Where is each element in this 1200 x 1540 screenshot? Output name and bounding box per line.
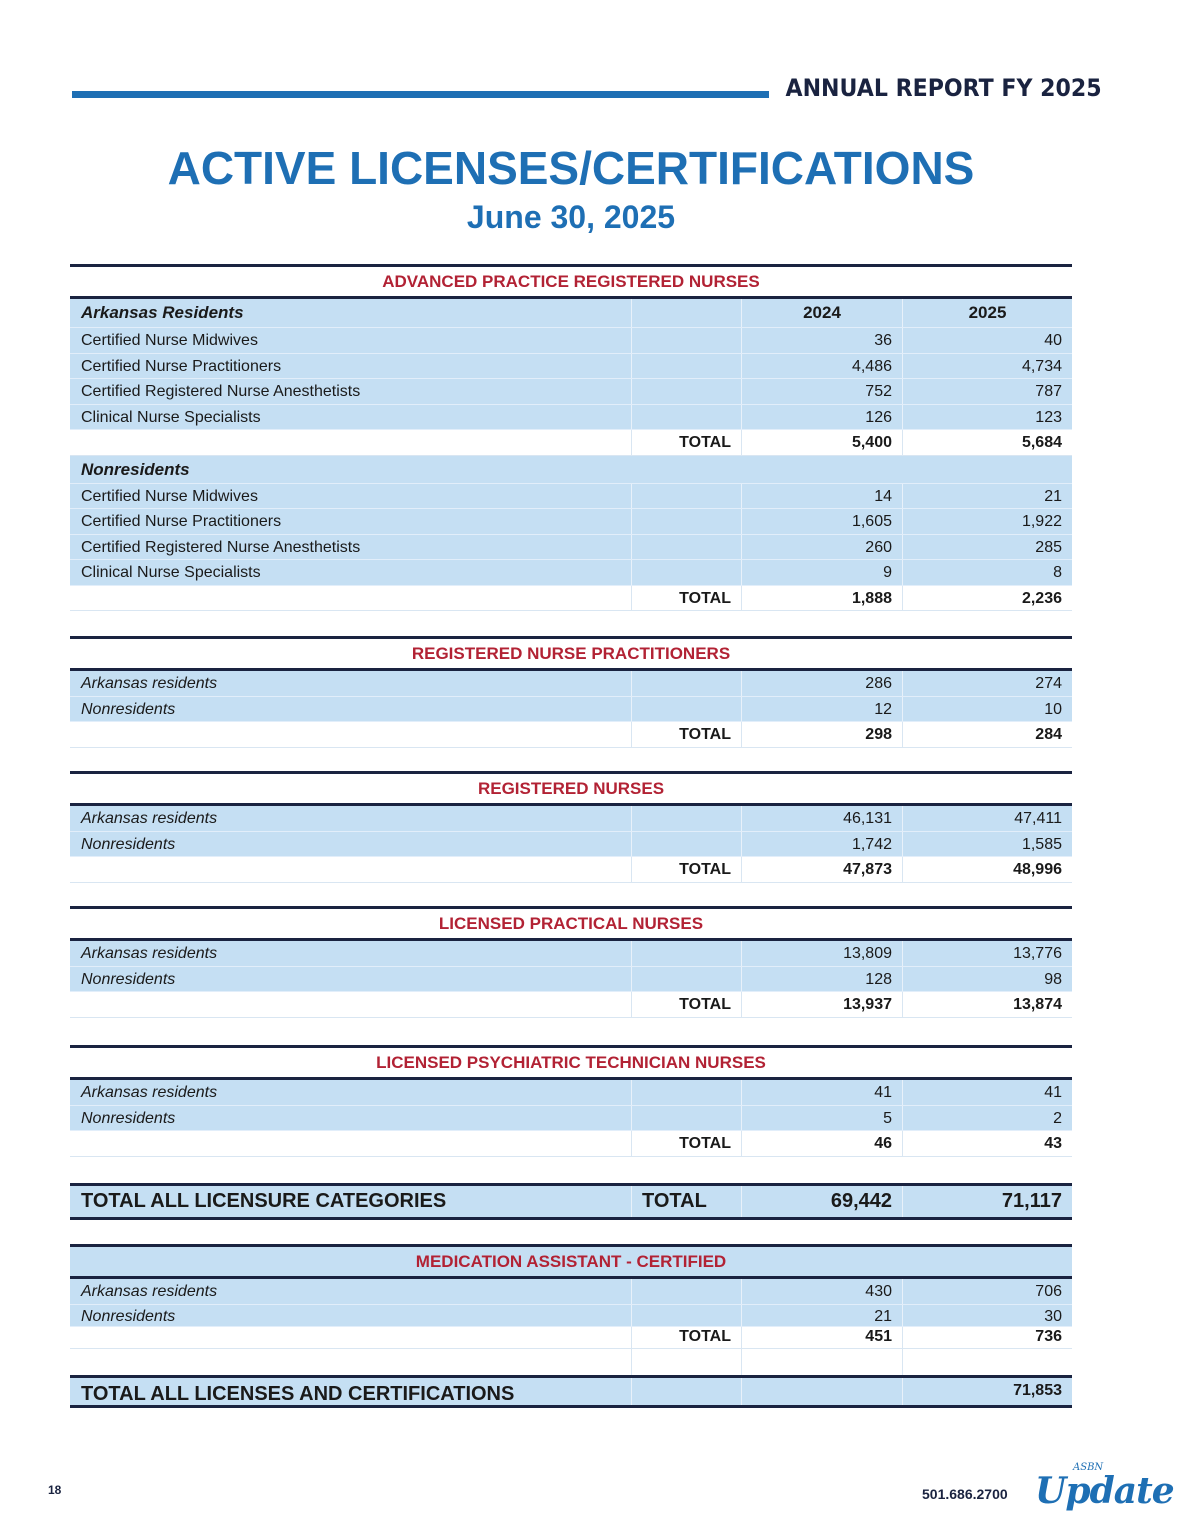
spacer-cell — [631, 697, 741, 722]
table-row — [70, 484, 1072, 510]
table-row — [70, 354, 1072, 380]
value-2024: 9 — [741, 560, 902, 585]
total-row — [70, 1327, 1072, 1349]
spacer-cell — [70, 586, 631, 611]
table-row — [70, 832, 1072, 858]
spacer-cell — [70, 1327, 631, 1348]
empty-row — [70, 1349, 1072, 1377]
total-2024: 47,873 — [741, 857, 902, 882]
spacer-cell — [631, 560, 741, 585]
total-row — [70, 857, 1072, 883]
spacer-cell — [70, 1131, 631, 1156]
value-2024: 126 — [741, 405, 902, 430]
total-row — [70, 722, 1072, 748]
value-2025: 10 — [902, 697, 1072, 722]
total-2025: 43 — [902, 1131, 1072, 1156]
total-row — [70, 992, 1072, 1018]
table-row — [70, 1080, 1072, 1106]
row-label: Arkansas residents — [81, 1283, 218, 1300]
section-heading: MEDICATION ASSISTANT - CERTIFIED — [70, 1244, 1072, 1279]
page-number: 18 — [48, 1483, 62, 1497]
total-licensure-label: TOTAL ALL LICENSURE CATEGORIES — [81, 1190, 447, 1212]
row-label: Certified Registered Nurse Anesthetists — [81, 538, 361, 556]
ma-section — [70, 1244, 1072, 1377]
value-2024: 4,486 — [741, 354, 902, 379]
value-2025: 21 — [902, 484, 1072, 509]
row-label: Nonresidents — [81, 835, 176, 853]
total-2024: 13,937 — [741, 992, 902, 1017]
total-2024: 1,888 — [741, 586, 902, 611]
value-2024: 12 — [741, 697, 902, 722]
total-label: TOTAL — [631, 586, 741, 611]
value-2025: 47,411 — [902, 806, 1072, 831]
rn-section — [70, 771, 1072, 883]
spacer-cell — [631, 299, 741, 327]
spacer-cell — [741, 1378, 902, 1405]
value-2025: 8 — [902, 560, 1072, 585]
spacer-cell — [902, 1349, 1072, 1376]
total-label: TOTAL — [631, 857, 741, 882]
spacer-cell — [631, 456, 741, 483]
spacer-cell — [631, 1349, 741, 1376]
spacer-cell — [631, 405, 741, 430]
row-label: Certified Registered Nurse Anesthetists — [81, 383, 361, 400]
value-2025: 40 — [902, 328, 1072, 353]
value-2025: 274 — [902, 671, 1072, 696]
section-heading: REGISTERED NURSE PRACTITIONERS — [70, 636, 1072, 671]
group-label: Nonresidents — [81, 459, 190, 479]
logo-small-text: ASBN — [1073, 1462, 1104, 1473]
table-row — [70, 328, 1072, 354]
table-row — [70, 1279, 1072, 1305]
spacer-cell — [741, 456, 902, 483]
spacer-cell — [631, 671, 741, 696]
total-2025: 48,996 — [902, 857, 1072, 882]
group-label: Arkansas Residents — [81, 303, 244, 322]
total-licensure-row — [70, 1183, 1072, 1220]
nonresidents-header-row — [70, 456, 1072, 484]
spacer-cell — [741, 1349, 902, 1376]
spacer-cell — [631, 832, 741, 857]
table-row — [70, 379, 1072, 405]
spacer-cell — [631, 354, 741, 379]
row-label: Arkansas residents — [81, 675, 218, 692]
table-row — [70, 535, 1072, 561]
total-2025: 2,236 — [902, 586, 1072, 611]
row-label: Nonresidents — [81, 970, 176, 988]
year-header: 2024 — [741, 299, 902, 327]
spacer-cell — [631, 484, 741, 509]
value-2025: 1,585 — [902, 832, 1072, 857]
page-subtitle: June 30, 2025 — [466, 199, 676, 235]
row-label: Certified Nurse Midwives — [81, 487, 258, 505]
grand-total-2025: 71,853 — [902, 1378, 1072, 1405]
row-label: Certified Nurse Practitioners — [81, 357, 282, 375]
total-2025: 13,874 — [902, 992, 1072, 1017]
spacer-cell — [70, 430, 631, 455]
table-row — [70, 509, 1072, 535]
section-heading: ADVANCED PRACTICE REGISTERED NURSES — [70, 264, 1072, 299]
value-2024: 1,605 — [741, 509, 902, 534]
total-2025: 284 — [902, 722, 1072, 747]
total-licensure-2024: 69,442 — [741, 1186, 902, 1217]
value-2025: 30 — [902, 1305, 1072, 1326]
spacer-cell — [631, 1080, 741, 1105]
value-2025: 2 — [902, 1106, 1072, 1131]
spacer-cell — [902, 456, 1072, 483]
row-label: Nonresidents — [81, 1109, 176, 1127]
row-label: Arkansas residents — [81, 945, 218, 962]
total-label: TOTAL — [631, 1327, 741, 1348]
spacer-cell — [631, 379, 741, 404]
spacer-cell — [631, 509, 741, 534]
header-rule — [72, 91, 769, 98]
row-label: Nonresidents — [81, 700, 176, 718]
total-licensure-2025: 71,117 — [902, 1186, 1072, 1217]
table-row — [70, 941, 1072, 967]
value-2025: 706 — [902, 1279, 1072, 1304]
table-row — [70, 560, 1072, 586]
value-2025: 787 — [902, 379, 1072, 404]
total-row — [70, 1131, 1072, 1157]
value-2024: 430 — [741, 1279, 902, 1304]
row-label: Certified Nurse Practitioners — [81, 513, 282, 530]
spacer-cell — [631, 1378, 741, 1405]
value-2025: 123 — [902, 405, 1072, 430]
total-2024: 451 — [741, 1327, 902, 1348]
spacer-cell — [631, 1106, 741, 1131]
total-2025: 736 — [902, 1327, 1072, 1348]
spacer-cell — [631, 1305, 741, 1326]
phone-number: 501.686.2700 — [922, 1486, 1008, 1502]
value-2024: 5 — [741, 1106, 902, 1131]
row-label: Clinical Nurse Specialists — [81, 408, 261, 426]
spacer-cell — [631, 941, 741, 966]
report-label: ANNUAL REPORT FY 2025 — [785, 74, 1102, 102]
section-heading: REGISTERED NURSES — [70, 771, 1072, 806]
total-word: TOTAL — [631, 1186, 741, 1217]
total-row — [70, 586, 1072, 612]
table-row — [70, 967, 1072, 993]
spacer-cell — [631, 806, 741, 831]
spacer-cell — [70, 1349, 631, 1376]
residents-header-row — [70, 299, 1072, 328]
spacer-cell — [631, 1279, 741, 1304]
lpn-section — [70, 906, 1072, 1018]
spacer-cell — [631, 535, 741, 560]
value-2025: 4,734 — [902, 354, 1072, 379]
total-2025: 5,684 — [902, 430, 1072, 455]
section-heading: LICENSED PRACTICAL NURSES — [70, 906, 1072, 941]
value-2024: 21 — [741, 1305, 902, 1326]
spacer-cell — [631, 967, 741, 992]
total-label: TOTAL — [631, 1131, 741, 1156]
value-2024: 128 — [741, 967, 902, 992]
value-2024: 1,742 — [741, 832, 902, 857]
value-2024: 14 — [741, 484, 902, 509]
row-label: Arkansas residents — [81, 1084, 218, 1101]
section-heading: LICENSED PSYCHIATRIC TECHNICIAN NURSES — [70, 1045, 1072, 1080]
table-row — [70, 671, 1072, 697]
value-2024: 46,131 — [741, 806, 902, 831]
table-row — [70, 1106, 1072, 1132]
spacer-cell — [70, 857, 631, 882]
spacer-cell — [631, 328, 741, 353]
table-row — [70, 697, 1072, 723]
total-2024: 298 — [741, 722, 902, 747]
row-label: Clinical Nurse Specialists — [81, 564, 261, 581]
table-row — [70, 806, 1072, 832]
table-row — [70, 405, 1072, 431]
value-2024: 36 — [741, 328, 902, 353]
total-row — [70, 430, 1072, 456]
value-2025: 1,922 — [902, 509, 1072, 534]
grand-total-label: TOTAL ALL LICENSES AND CERTIFICATIONS — [81, 1383, 515, 1405]
table-row — [70, 1305, 1072, 1327]
page-title: ACTIVE LICENSES/CERTIFICATIONS — [167, 142, 975, 194]
value-2024: 13,809 — [741, 941, 902, 966]
total-2024: 46 — [741, 1131, 902, 1156]
asbn-update-logo — [1035, 1462, 1174, 1512]
total-label: TOTAL — [631, 722, 741, 747]
total-label: TOTAL — [631, 430, 741, 455]
row-label: Certified Nurse Midwives — [81, 332, 258, 349]
spacer-cell — [70, 992, 631, 1017]
value-2025: 98 — [902, 967, 1072, 992]
value-2024: 752 — [741, 379, 902, 404]
aprn-section — [70, 264, 1072, 611]
row-label: Nonresidents — [81, 1307, 176, 1325]
value-2025: 285 — [902, 535, 1072, 560]
lptn-section — [70, 1045, 1072, 1157]
value-2024: 41 — [741, 1080, 902, 1105]
rnp-section — [70, 636, 1072, 748]
row-label: Arkansas residents — [81, 810, 218, 827]
value-2025: 13,776 — [902, 941, 1072, 966]
total-2024: 5,400 — [741, 430, 902, 455]
total-label: TOTAL — [631, 992, 741, 1017]
value-2024: 286 — [741, 671, 902, 696]
logo-main-text: Update — [1035, 1470, 1174, 1512]
year-header: 2025 — [902, 299, 1072, 327]
value-2024: 260 — [741, 535, 902, 560]
value-2025: 41 — [902, 1080, 1072, 1105]
grand-total-row — [70, 1375, 1072, 1408]
spacer-cell — [70, 722, 631, 747]
